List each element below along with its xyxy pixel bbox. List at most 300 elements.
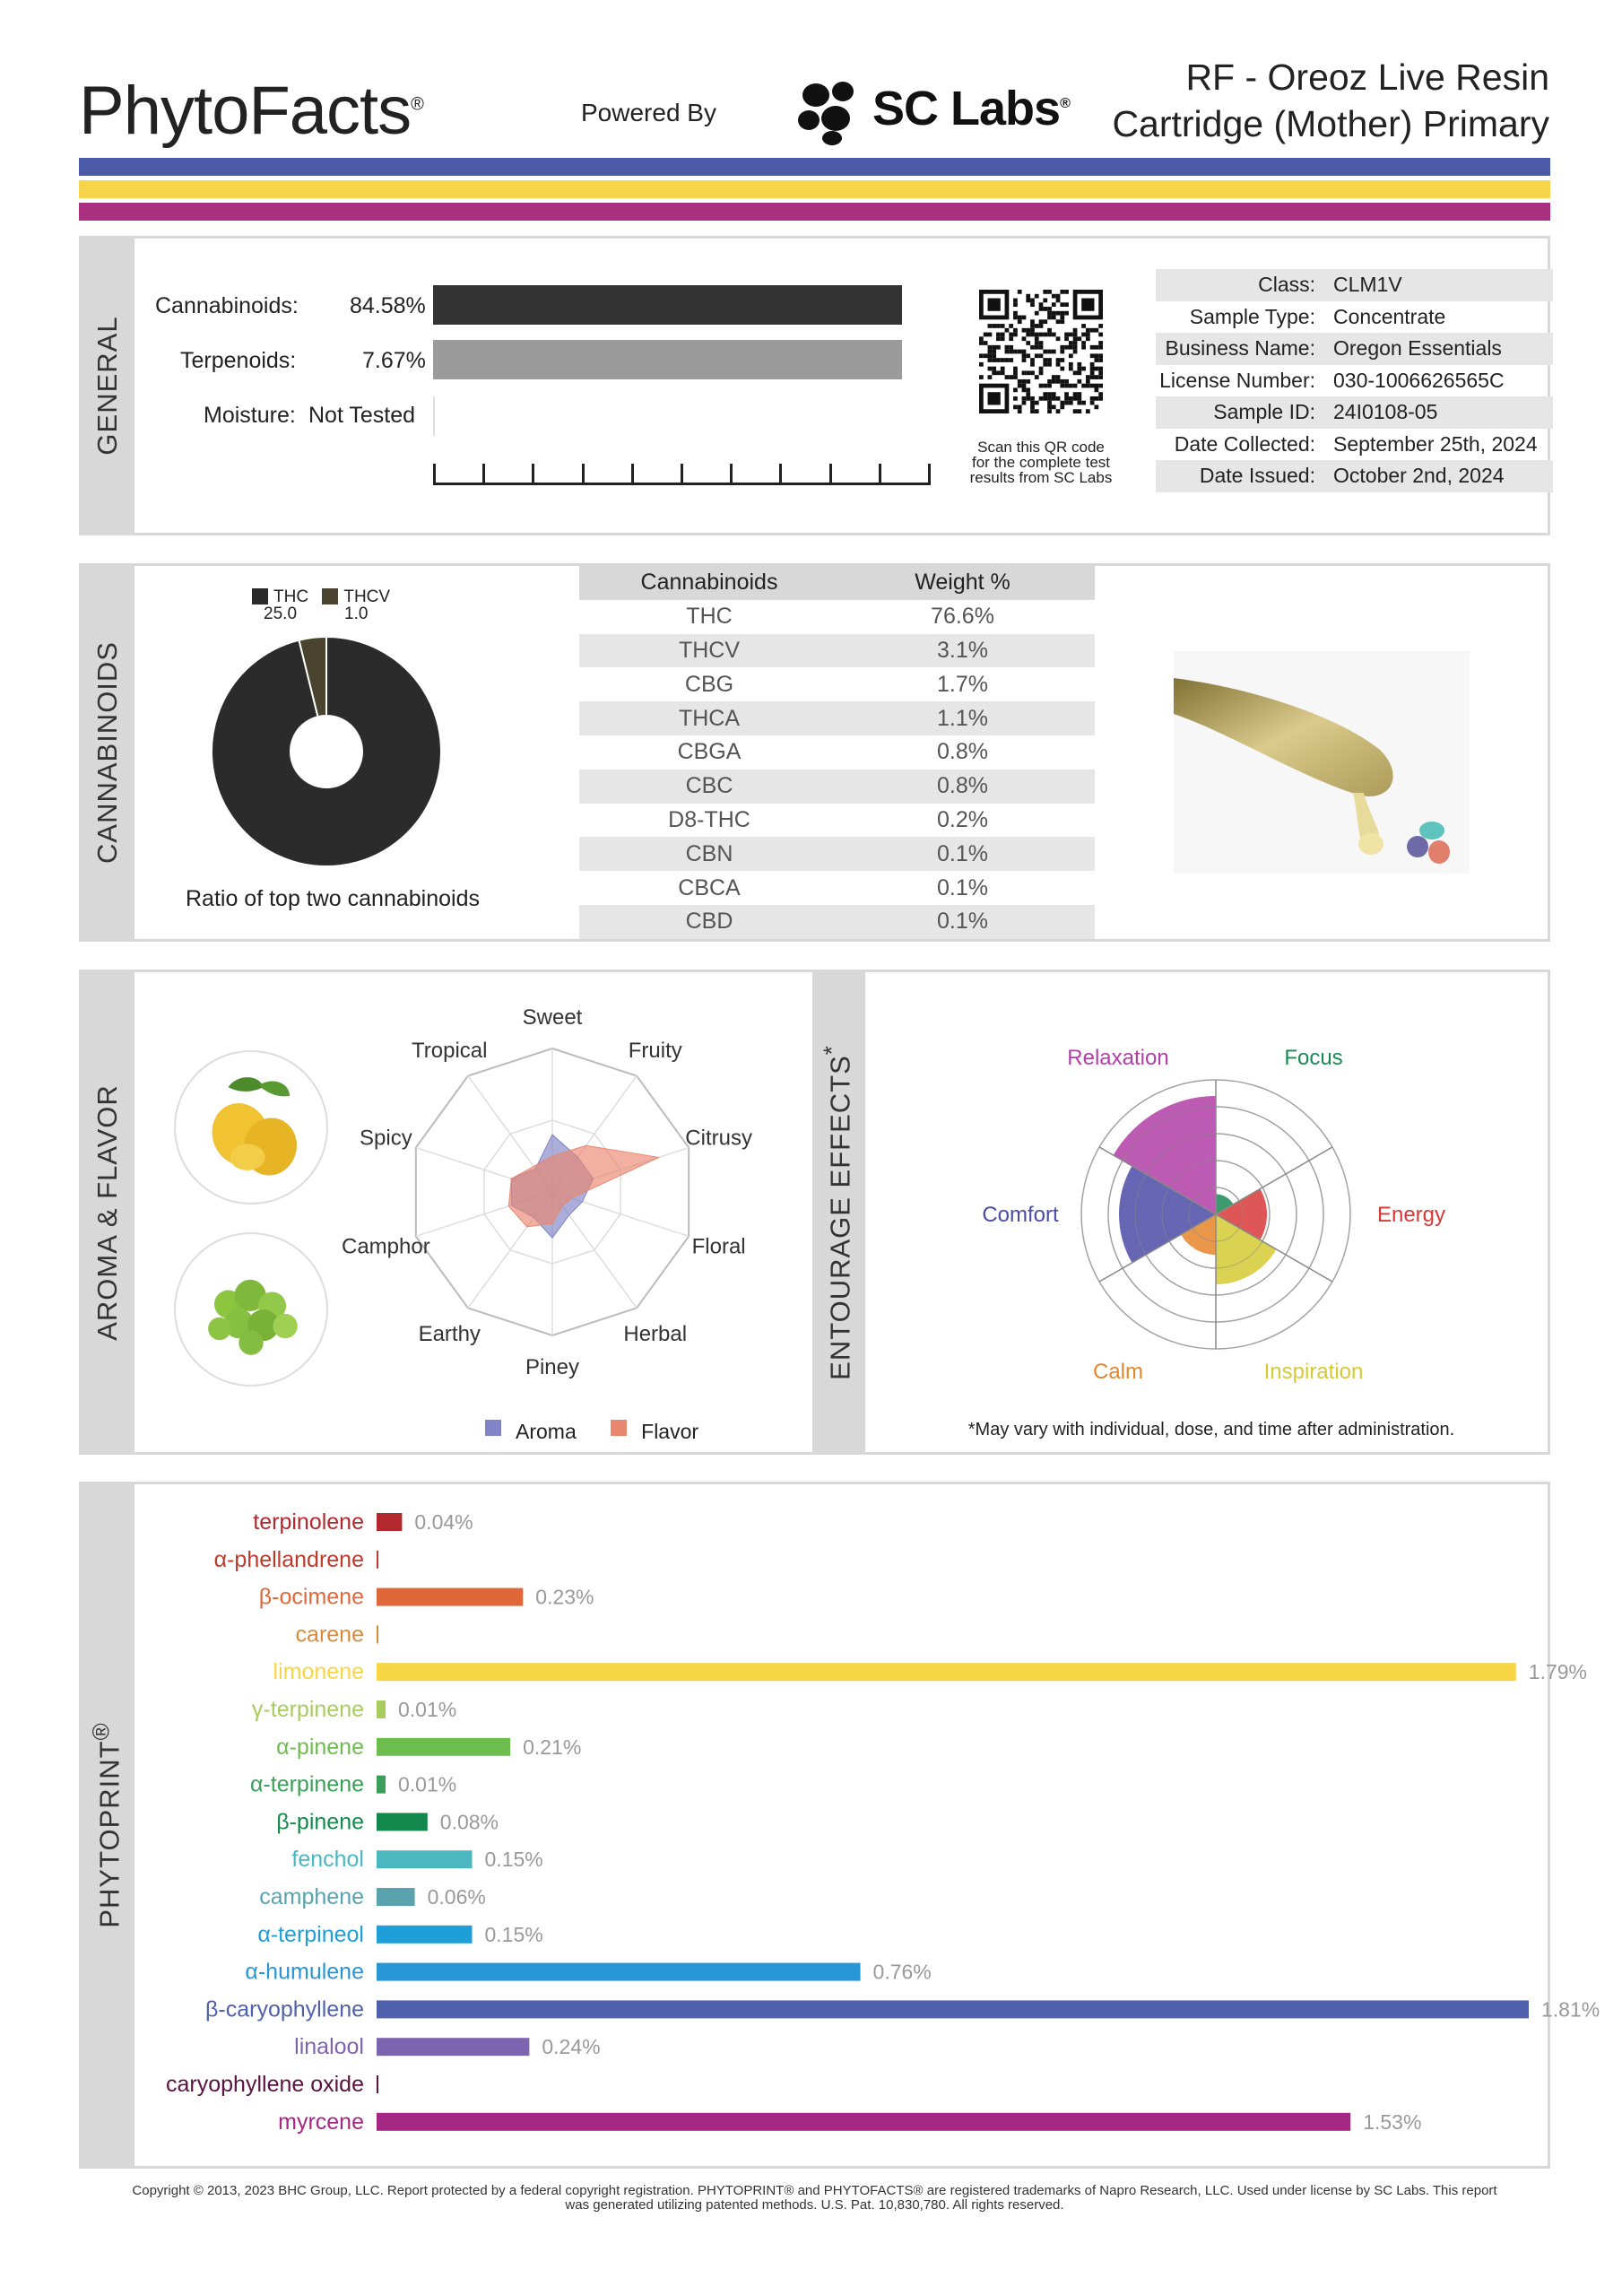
qr-module <box>1098 392 1103 396</box>
qr-module <box>1060 319 1064 324</box>
terpene-bar <box>377 1700 386 1718</box>
cell-name: CBGA <box>677 739 742 765</box>
qr-module <box>1047 311 1052 316</box>
terpene-bar-chart <box>134 1484 1600 2166</box>
qr-module <box>1043 350 1047 354</box>
terpene-bar <box>377 1663 1516 1681</box>
polar-label-inspiration: Inspiration <box>1263 1359 1364 1384</box>
entourage-sidebar <box>812 972 865 1452</box>
qr-module <box>1081 401 1086 405</box>
radar-axis-label: Tropical <box>412 1039 488 1064</box>
qr-finder-core <box>988 299 1001 311</box>
qr-module <box>1064 311 1069 316</box>
qr-module <box>988 350 993 354</box>
qr-module <box>1090 345 1095 350</box>
qr-module <box>1039 333 1044 337</box>
qr-module <box>1026 387 1030 392</box>
info-key: Sample Type: <box>1189 304 1315 328</box>
aroma-sidebar <box>82 972 134 1452</box>
legend-value: 25.0 <box>264 604 298 623</box>
ruler-tick <box>928 464 931 485</box>
qr-module <box>1001 336 1005 341</box>
terpene-bar <box>377 1551 378 1569</box>
qr-module <box>1013 316 1018 320</box>
info-value: CLM1V <box>1333 273 1402 297</box>
qr-module <box>1001 358 1005 362</box>
legend-name: THC <box>273 587 309 606</box>
phytoprint-sidebar <box>82 1484 134 2166</box>
column-header: Weight % <box>915 570 1010 596</box>
info-row-date-issued <box>1156 460 1553 492</box>
radar-axis-label: Earthy <box>418 1321 481 1346</box>
qr-module <box>1022 353 1027 358</box>
general-section-label: GENERAL <box>91 316 123 456</box>
qr-module <box>996 333 1001 337</box>
cell-name: CBD <box>685 909 733 935</box>
lab-name: SC Labs <box>872 82 1061 135</box>
qr-module <box>1098 345 1103 350</box>
qr-module <box>1098 353 1103 358</box>
qr-caption <box>953 439 1129 485</box>
cell-name: THCA <box>678 705 741 731</box>
qr-module <box>1035 409 1039 413</box>
qr-module <box>1018 319 1022 324</box>
qr-module <box>1073 328 1078 333</box>
entourage-label-mark: * <box>820 1044 846 1055</box>
aroma-flavor-radar-chart <box>319 1004 785 1407</box>
qr-module <box>1013 375 1018 379</box>
legend-item-aroma <box>485 1420 591 1443</box>
qr-module <box>1077 370 1081 375</box>
cell-weight: 1.7% <box>937 671 988 697</box>
terpene-name: β-ocimene <box>258 1584 364 1610</box>
qr-module <box>1009 336 1013 341</box>
qr-module <box>1060 384 1064 388</box>
qr-module <box>1030 362 1035 367</box>
qr-module <box>1013 387 1018 392</box>
qr-module <box>1022 328 1027 333</box>
qr-module <box>1052 333 1056 337</box>
terpene-name: γ-terpinene <box>251 1697 364 1722</box>
qr-module <box>1052 302 1056 307</box>
qr-module <box>1064 336 1069 341</box>
qr-module <box>1035 375 1039 379</box>
qr-module <box>988 345 993 350</box>
qr-module <box>1081 333 1086 337</box>
terpene-value: 0.15% <box>484 1922 543 1946</box>
qr-module <box>1026 353 1030 358</box>
qr-module <box>996 370 1001 375</box>
terpene-bar <box>377 1888 415 1906</box>
table-row <box>579 701 1095 735</box>
qr-module <box>1056 396 1061 401</box>
qr-module <box>1047 379 1052 384</box>
qr-module <box>1013 350 1018 354</box>
qr-module <box>1022 379 1027 384</box>
qr-module <box>1073 409 1078 413</box>
qr-module <box>1030 324 1035 328</box>
ruler-tick <box>482 464 485 485</box>
qr-module <box>1081 324 1086 328</box>
qr-module <box>1026 294 1030 299</box>
entourage-polar-chart <box>983 1035 1449 1403</box>
qr-module <box>1018 316 1022 320</box>
title-line-2: Cartridge (Mother) Primary <box>1112 103 1549 144</box>
qr-module <box>1039 353 1044 358</box>
qr-module <box>1090 370 1095 375</box>
qr-module <box>1060 345 1064 350</box>
qr-module <box>1060 311 1064 316</box>
lab-mark: ® <box>1060 96 1070 111</box>
qr-module <box>1056 319 1061 324</box>
qr-module <box>1022 316 1027 320</box>
qr-module <box>1039 341 1044 345</box>
cannabinoids-panel <box>79 563 1550 942</box>
terpene-bar <box>377 1813 428 1831</box>
qr-module <box>1081 367 1086 371</box>
qr-module <box>1022 370 1027 375</box>
ruler-tick <box>730 464 733 485</box>
qr-module <box>988 353 993 358</box>
terpene-name: fenchol <box>291 1847 364 1873</box>
qr-module <box>979 336 984 341</box>
qr-module <box>988 375 993 379</box>
hops-illustration <box>176 1234 326 1385</box>
qr-module <box>1009 324 1013 328</box>
radar-axis-label: Spicy <box>360 1126 412 1151</box>
radar-legend <box>485 1420 727 1444</box>
qr-caption-line: results from SC Labs <box>969 469 1113 486</box>
qr-module <box>1035 324 1039 328</box>
qr-module <box>1047 404 1052 409</box>
table-row <box>579 871 1095 905</box>
qr-module <box>1005 375 1010 379</box>
qr-module <box>1094 328 1098 333</box>
aroma-effects-panel <box>79 970 1550 1455</box>
terpene-value: 0.76% <box>872 1960 932 1984</box>
terpene-bar <box>377 1926 472 1944</box>
copyright-footer <box>79 2184 1550 2213</box>
qr-module <box>1005 350 1010 354</box>
qr-module <box>1047 328 1052 333</box>
qr-module <box>1018 350 1022 354</box>
phytofacts-logo <box>79 72 423 150</box>
cannabinoids-section-label: CANNABINOIDS <box>91 641 123 864</box>
qr-module <box>1013 404 1018 409</box>
info-row-sample-id <box>1156 396 1553 429</box>
qr-module <box>1052 392 1056 396</box>
qr-module <box>1047 290 1052 294</box>
qr-module <box>1077 367 1081 371</box>
cell-weight: 3.1% <box>937 637 988 663</box>
scale-ruler <box>433 460 931 485</box>
cannabinoids-bar <box>433 285 902 325</box>
cell-name: CBN <box>685 840 733 866</box>
qr-module <box>1052 396 1056 401</box>
qr-module <box>1064 396 1069 401</box>
terpene-name: caryophyllene oxide <box>166 2072 364 2097</box>
polar-spoke <box>1216 1147 1332 1214</box>
legend-swatch <box>322 588 338 604</box>
cell-weight: 0.1% <box>937 874 988 900</box>
qr-module <box>1052 311 1056 316</box>
table-row <box>579 667 1095 701</box>
qr-module <box>984 341 988 345</box>
info-row-sample-type <box>1156 301 1553 334</box>
terpene-name: myrcene <box>278 2109 364 2135</box>
phytoprint-label-text: PHYTOPRINT <box>93 1740 126 1928</box>
qr-module <box>1043 396 1047 401</box>
qr-module <box>1039 367 1044 371</box>
radar-axis-label: Piney <box>525 1355 580 1380</box>
qr-module <box>1030 409 1035 413</box>
qr-module <box>1001 367 1005 371</box>
qr-module <box>1035 333 1039 337</box>
qr-module <box>1026 328 1030 333</box>
sample-info-table <box>1156 269 1553 492</box>
terpene-value: 1.53% <box>1363 2109 1422 2134</box>
brand-mark: ® <box>411 94 423 115</box>
qr-module <box>1030 302 1035 307</box>
ruler-tick <box>631 464 634 485</box>
table-row <box>579 735 1095 770</box>
terpene-bar <box>377 1625 378 1643</box>
polar-label-energy: Energy <box>1376 1203 1446 1227</box>
polar-label-calm: Calm <box>1092 1359 1144 1384</box>
qr-module <box>1090 375 1095 379</box>
legend-name: Flavor <box>641 1420 699 1443</box>
info-value: 030-1006626565C <box>1333 368 1505 392</box>
qr-module <box>1026 333 1030 337</box>
qr-module <box>1077 396 1081 401</box>
info-key: Sample ID: <box>1213 400 1315 424</box>
qr-finder-core <box>1081 299 1094 311</box>
qr-module <box>1098 370 1103 375</box>
qr-module <box>1018 404 1022 409</box>
qr-module <box>1030 299 1035 303</box>
qr-module <box>1098 358 1103 362</box>
qr-module <box>1060 358 1064 362</box>
qr-module <box>1056 294 1061 299</box>
terpene-name: α-terpinene <box>249 1771 364 1797</box>
cell-weight: 0.8% <box>937 773 988 799</box>
qr-module <box>988 324 993 328</box>
terpene-bar <box>377 2038 529 2056</box>
qr-module <box>1030 333 1035 337</box>
qr-module <box>1086 375 1090 379</box>
moisture-label: Moisture: <box>204 403 296 428</box>
qr-finder-core <box>988 392 1001 404</box>
qr-module <box>1043 333 1047 337</box>
radar-axis-label: Sweet <box>522 1004 583 1030</box>
qr-module <box>979 353 984 358</box>
terpene-value: 0.01% <box>398 1772 457 1796</box>
footer-line-1: Copyright © 2013, 2023 BHC Group, LLC. Report protected by a federal copyright registration. PHYTOPRINT® and PHYTOFACTS® are registered trademarks of Napro Research, LLC. Used under license by SC Labs. This report <box>132 2183 1497 2198</box>
qr-module <box>1069 384 1073 388</box>
qr-module <box>1098 333 1103 337</box>
qr-module <box>1069 401 1073 405</box>
qr-module <box>1077 409 1081 413</box>
qr-module <box>1018 379 1022 384</box>
info-value: 24I0108-05 <box>1333 400 1438 424</box>
legend-swatch <box>485 1420 501 1436</box>
qr-module <box>1090 328 1095 333</box>
qr-module <box>1001 324 1005 328</box>
qr-module <box>979 362 984 367</box>
terpene-value: 0.23% <box>535 1585 594 1609</box>
qr-module <box>1005 345 1010 350</box>
qr-module <box>1022 396 1027 401</box>
qr-module <box>1009 350 1013 354</box>
qr-module <box>992 367 996 371</box>
qr-module <box>1069 362 1073 367</box>
terpene-value: 1.81% <box>1541 1997 1600 2022</box>
qr-module <box>1052 375 1056 379</box>
qr-module <box>1052 350 1056 354</box>
qr-module <box>1094 396 1098 401</box>
qr-module <box>1064 290 1069 294</box>
qr-code[interactable] <box>979 290 1103 413</box>
qr-module <box>996 358 1001 362</box>
terpene-value: 0.15% <box>484 1848 543 1872</box>
table-row <box>579 905 1095 939</box>
phytoprint-section-label <box>89 1722 126 1927</box>
table-row <box>579 837 1095 871</box>
qr-module <box>988 333 993 337</box>
entourage-label-text: ENTOURAGE EFFECTS <box>824 1054 856 1380</box>
qr-module <box>1056 362 1061 367</box>
terpene-name: α-pinene <box>276 1734 364 1760</box>
qr-module <box>1073 333 1078 337</box>
qr-module <box>1094 367 1098 371</box>
terpene-bar <box>377 1850 472 1868</box>
qr-module <box>1086 328 1090 333</box>
ruler-tick <box>681 464 683 485</box>
qr-module <box>1047 392 1052 396</box>
qr-module <box>1047 350 1052 354</box>
qr-module <box>1030 370 1035 375</box>
qr-module <box>1098 341 1103 345</box>
qr-module <box>984 353 988 358</box>
cell-name: CBG <box>684 671 734 697</box>
qr-module <box>1077 401 1081 405</box>
ruler-tick <box>582 464 585 485</box>
terpene-value: 0.21% <box>523 1735 582 1759</box>
qr-module <box>1060 350 1064 354</box>
qr-module <box>1013 302 1018 307</box>
lemon-illustration <box>176 1052 326 1203</box>
qr-module <box>1022 387 1027 392</box>
terpene-name: carene <box>295 1622 364 1648</box>
donut-legend <box>252 588 390 622</box>
qr-module <box>1043 362 1047 367</box>
qr-module <box>1039 345 1044 350</box>
qr-module <box>1047 384 1052 388</box>
qr-module <box>1056 409 1061 413</box>
qr-module <box>1090 367 1095 371</box>
qr-module <box>1098 384 1103 388</box>
qr-module <box>1026 379 1030 384</box>
qr-module <box>1056 336 1061 341</box>
info-row-date-collected <box>1156 429 1553 461</box>
qr-module <box>984 333 988 337</box>
radar-axis-label: Fruity <box>628 1039 682 1064</box>
terpene-name: β-caryophyllene <box>205 1996 364 2022</box>
qr-module <box>1047 401 1052 405</box>
qr-module <box>1013 370 1018 375</box>
qr-module <box>1098 324 1103 328</box>
qr-module <box>1035 294 1039 299</box>
qr-module <box>1013 333 1018 337</box>
qr-module <box>1013 328 1018 333</box>
qr-module <box>1056 375 1061 379</box>
qr-module <box>1077 392 1081 396</box>
phytoprint-label-mark: ® <box>89 1722 115 1741</box>
terpene-bar <box>377 1588 523 1606</box>
qr-module <box>1086 384 1090 388</box>
stripe-magenta <box>79 203 1550 221</box>
qr-module <box>1035 336 1039 341</box>
qr-module <box>1060 404 1064 409</box>
cannabinoid-donut-chart <box>205 631 447 873</box>
qr-module <box>1064 392 1069 396</box>
qr-module <box>1043 290 1047 294</box>
table-row <box>579 634 1095 668</box>
cannabinoids-value: 84.58% <box>350 293 426 318</box>
qr-module <box>1018 384 1022 388</box>
qr-module <box>1094 358 1098 362</box>
qr-module <box>1064 345 1069 350</box>
qr-module <box>1081 345 1086 350</box>
legend-swatch <box>611 1420 627 1436</box>
qr-module <box>1043 384 1047 388</box>
phytoprint-panel <box>79 1482 1600 2169</box>
general-panel <box>79 236 1550 535</box>
qr-module <box>1098 375 1103 379</box>
qr-module <box>1073 350 1078 354</box>
info-row-class <box>1156 269 1553 301</box>
cell-name: THCV <box>678 637 741 663</box>
cell-weight: 0.1% <box>937 909 988 935</box>
qr-module <box>1056 358 1061 362</box>
cell-name: D8-THC <box>668 806 750 832</box>
qr-module <box>1073 392 1078 396</box>
terpene-value: 0.01% <box>398 1698 457 1721</box>
qr-module <box>1056 311 1061 316</box>
qr-module <box>1047 358 1052 362</box>
column-header: Cannabinoids <box>640 570 778 596</box>
terpene-name: camphene <box>259 1884 364 1909</box>
qr-module <box>1030 345 1035 350</box>
qr-module <box>1030 319 1035 324</box>
qr-module <box>996 345 1001 350</box>
legend-value: 1.0 <box>344 604 369 623</box>
legend-item-flavor <box>611 1420 713 1443</box>
polar-label-focus: Focus <box>1284 1046 1343 1071</box>
qr-module <box>1022 350 1027 354</box>
qr-module <box>1060 290 1064 294</box>
terpene-bar <box>377 2075 378 2093</box>
qr-module <box>1030 328 1035 333</box>
powered-by-label: Powered By <box>581 99 716 126</box>
qr-module <box>1081 384 1086 388</box>
qr-module <box>1018 290 1022 294</box>
qr-module <box>996 324 1001 328</box>
qr-module <box>1060 379 1064 384</box>
ruler-tick <box>879 464 881 485</box>
qr-module <box>1060 401 1064 405</box>
terpene-name: terpinolene <box>253 1509 364 1535</box>
